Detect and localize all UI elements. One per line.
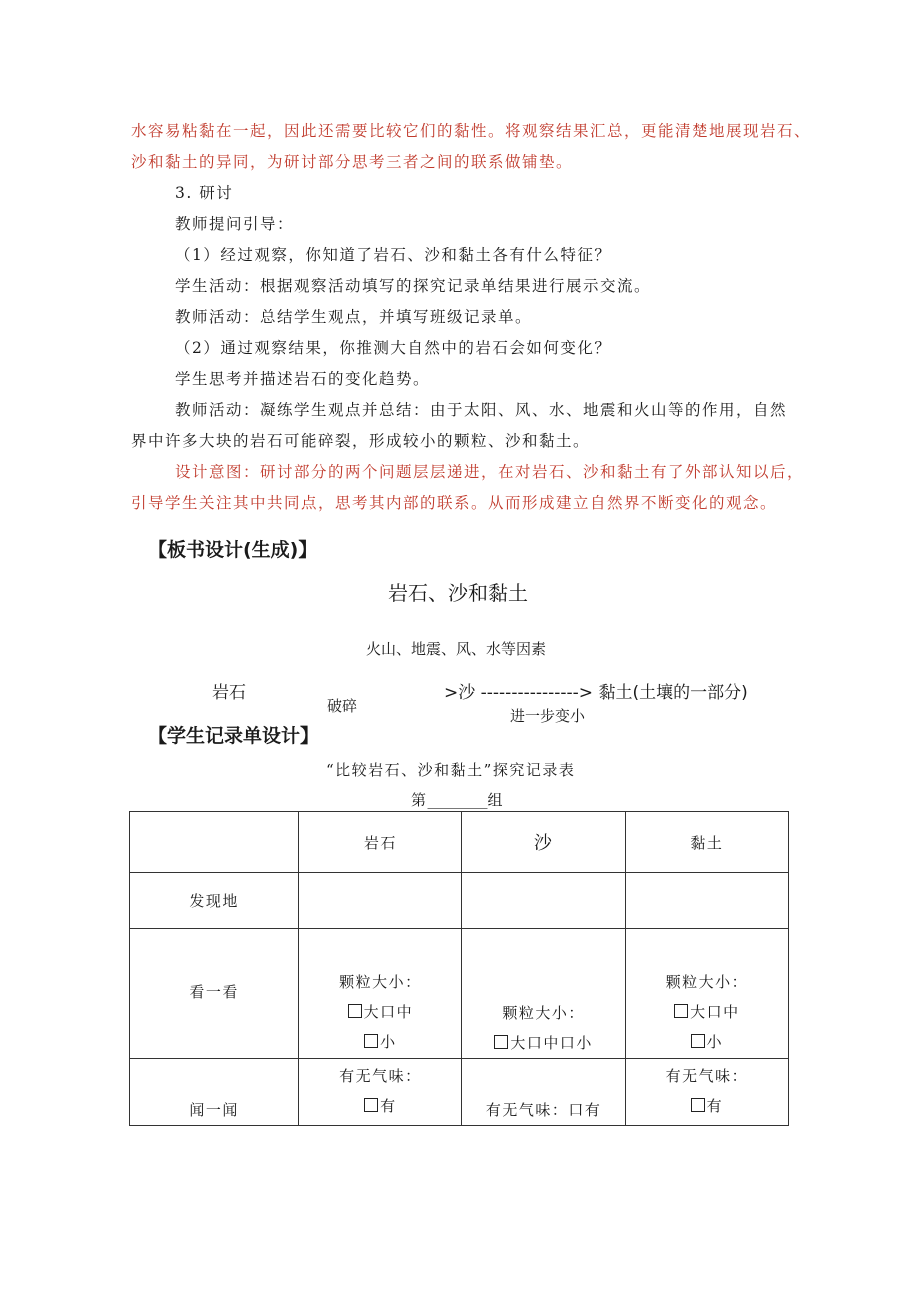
found-place-rock-cell[interactable] — [299, 873, 462, 929]
group-label — [411, 789, 504, 811]
look-clay-option-2[interactable] — [626, 1027, 788, 1057]
board-cut-text: 进一步变小 — [510, 707, 586, 725]
header-cell-empty — [130, 812, 299, 873]
smell-rock-option[interactable] — [299, 1091, 461, 1121]
board-rock: 岩石 — [212, 683, 246, 703]
student-thinking: 学生思考并描述岩石的变化趋势。 — [175, 370, 431, 388]
row-label-smell: 闻一闻 — [130, 1059, 299, 1126]
board-cut-text-clip — [510, 705, 630, 725]
smell-sand-line: 有无气味：口有 — [485, 1101, 602, 1119]
table-row-smell — [130, 1059, 789, 1126]
look-rock-option-1-label: 大口中 — [363, 1003, 414, 1021]
checkbox-icon[interactable] — [691, 1098, 705, 1112]
look-sand-cell — [462, 929, 625, 1059]
smell-clay-prompt: 有无气味： — [665, 1067, 749, 1085]
board-title: 岩石、沙和黏土 — [388, 581, 528, 605]
checkbox-icon[interactable] — [364, 1034, 378, 1048]
smell-clay-cell — [625, 1059, 788, 1126]
row-label-found-place: 发现地 — [130, 873, 299, 929]
section-3-title: 3. 研讨 — [175, 184, 234, 202]
smell-rock-option-label: 有 — [380, 1097, 397, 1115]
record-table — [129, 811, 789, 1126]
board-factors: 火山、地震、风、水等因素 — [366, 640, 547, 658]
record-sheet-title: “比较岩石、沙和黏土”探究记录表 — [326, 761, 576, 779]
checkbox-icon[interactable] — [494, 1035, 508, 1049]
board-design-heading: 【板书设计(生成)】 — [148, 539, 318, 561]
found-place-clay-cell[interactable] — [625, 873, 788, 929]
board-broken: 破碎 — [327, 697, 358, 715]
student-activity-1: 学生活动：根据观察活动填写的探究记录单结果进行展示交流。 — [175, 277, 652, 295]
group-label-blank: ________ — [427, 791, 488, 809]
look-clay-option-1[interactable] — [626, 997, 788, 1027]
teacher-activity-1: 教师活动：总结学生观点，并填写班级记录单。 — [175, 308, 533, 326]
table-row-found-place — [130, 873, 789, 929]
look-clay-prompt: 颗粒大小： — [665, 973, 749, 991]
design-intent-2-line2: 引导学生关注其中共同点，思考其内部的联系。从而形成建立自然界不断变化的观念。 — [131, 494, 778, 512]
teacher-guide-label: 教师提问引导： — [175, 215, 295, 233]
smell-clay-option[interactable] — [626, 1091, 788, 1121]
look-rock-cell — [299, 929, 462, 1059]
header-cell-sand: 沙 — [462, 812, 625, 873]
look-rock-option-2-label: 小 — [380, 1033, 397, 1051]
smell-rock-cell — [299, 1059, 462, 1126]
checkbox-icon[interactable] — [674, 1004, 688, 1018]
smell-clay-option-label: 有 — [706, 1097, 724, 1115]
teacher-activity-2-line2: 界中许多大块的岩石可能碎裂，形成较小的颗粒、沙和黏土。 — [131, 432, 591, 450]
group-label-prefix: 第 — [411, 791, 428, 809]
design-intent-2-line1: 设计意图：研讨部分的两个问题层层递进，在对岩石、沙和黏土有了外部认知以后， — [175, 463, 805, 481]
design-intent-1-line1: 水容易粘黏在一起，因此还需要比较它们的黏性。将观察结果汇总，更能清楚地展现岩石、 — [131, 122, 812, 140]
look-clay-option-1-label: 大口中 — [690, 1003, 740, 1021]
look-rock-prompt: 颗粒大小： — [339, 973, 422, 991]
header-cell-rock: 岩石 — [299, 812, 462, 873]
table-header-row — [130, 812, 789, 873]
look-sand-option-label: 大口中口小 — [510, 1034, 593, 1052]
found-place-sand-cell[interactable] — [462, 873, 625, 929]
question-2: （2）通过观察结果，你推测大自然中的岩石会如何变化？ — [175, 339, 612, 357]
look-sand-option[interactable] — [462, 1028, 624, 1058]
row-label-look: 看一看 — [130, 929, 299, 1059]
header-cell-clay: 黏土 — [625, 812, 788, 873]
checkbox-icon[interactable] — [348, 1004, 362, 1018]
table-row-look — [130, 929, 789, 1059]
record-sheet-heading: 【学生记录单设计】 — [148, 725, 320, 747]
question-1: （1）经过观察，你知道了岩石、沙和黏土各有什么特征？ — [175, 246, 612, 264]
look-clay-option-2-label: 小 — [706, 1033, 724, 1051]
look-rock-option-1[interactable] — [299, 997, 461, 1027]
smell-sand-cell — [462, 1059, 625, 1126]
smell-rock-prompt: 有无气味： — [339, 1067, 422, 1085]
checkbox-icon[interactable] — [691, 1034, 705, 1048]
look-clay-cell — [625, 929, 788, 1059]
checkbox-icon[interactable] — [364, 1098, 378, 1112]
teacher-activity-2-line1: 教师活动：凝练学生观点并总结：由于太阳、风、水、地震和火山等的作用，自然 — [175, 401, 788, 419]
group-label-suffix: 组 — [487, 791, 505, 809]
board-sand-clay-flow: >沙 ----------------> 黏土(土壤的一部分) — [444, 683, 748, 703]
look-sand-prompt: 颗粒大小： — [502, 1004, 585, 1022]
design-intent-1-line2: 沙和黏土的异同，为研讨部分思考三者之间的联系做铺垫。 — [131, 153, 574, 171]
look-rock-option-2[interactable] — [299, 1027, 461, 1057]
